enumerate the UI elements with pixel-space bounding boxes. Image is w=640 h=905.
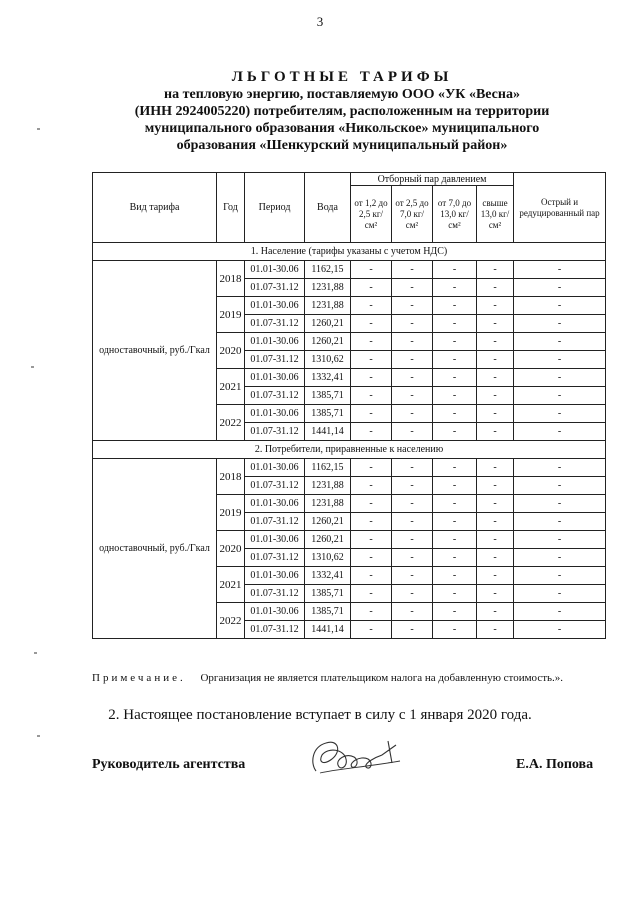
year-cell: 2020	[217, 333, 245, 369]
period-cell: 01.01-30.06	[245, 333, 305, 351]
empty-dash-cell: -	[477, 477, 514, 495]
empty-dash-cell: -	[433, 369, 477, 387]
tariff-type-cell: одноставочный, руб./Гкал	[93, 261, 217, 441]
empty-dash-cell: -	[514, 261, 606, 279]
empty-dash-cell: -	[477, 297, 514, 315]
empty-dash-cell: -	[433, 477, 477, 495]
empty-dash-cell: -	[351, 495, 392, 513]
tariff-body	[93, 243, 606, 639]
empty-dash-cell: -	[477, 459, 514, 477]
empty-dash-cell: -	[392, 459, 433, 477]
empty-dash-cell: -	[433, 459, 477, 477]
tariff-type-cell: одноставочный, руб./Гкал	[93, 459, 217, 639]
water-tariff-cell: 1385,71	[305, 585, 351, 603]
margin-mark	[37, 128, 40, 130]
empty-dash-cell: -	[351, 423, 392, 441]
handwritten-signature	[296, 733, 416, 781]
water-tariff-cell: 1385,71	[305, 387, 351, 405]
empty-dash-cell: -	[514, 423, 606, 441]
empty-dash-cell: -	[514, 297, 606, 315]
empty-dash-cell: -	[477, 405, 514, 423]
title-line: (ИНН 2924005220) потребителям, расположенным на территории	[134, 104, 550, 119]
header-water: Вода	[305, 173, 351, 243]
empty-dash-cell: -	[351, 585, 392, 603]
empty-dash-cell: -	[392, 513, 433, 531]
empty-dash-cell: -	[351, 279, 392, 297]
note	[92, 672, 612, 684]
period-cell: 01.07-31.12	[245, 423, 305, 441]
empty-dash-cell: -	[433, 351, 477, 369]
empty-dash-cell: -	[392, 279, 433, 297]
water-tariff-cell: 1441,14	[305, 621, 351, 639]
empty-dash-cell: -	[351, 333, 392, 351]
water-tariff-cell: 1332,41	[305, 567, 351, 585]
header-steam-3: от 7,0 до 13,0 кг/см²	[433, 186, 477, 243]
period-cell: 01.01-30.06	[245, 495, 305, 513]
empty-dash-cell: -	[351, 351, 392, 369]
period-cell: 01.01-30.06	[245, 603, 305, 621]
empty-dash-cell: -	[392, 315, 433, 333]
header-year: Год	[217, 173, 245, 243]
period-cell: 01.01-30.06	[245, 567, 305, 585]
year-cell: 2018	[217, 459, 245, 495]
margin-mark	[31, 366, 34, 368]
empty-dash-cell: -	[477, 279, 514, 297]
empty-dash-cell: -	[477, 549, 514, 567]
empty-dash-cell: -	[514, 279, 606, 297]
header-steam-1: от 1,2 до 2,5 кг/см²	[351, 186, 392, 243]
empty-dash-cell: -	[392, 261, 433, 279]
section-row	[93, 243, 606, 261]
period-cell: 01.07-31.12	[245, 549, 305, 567]
empty-dash-cell: -	[433, 531, 477, 549]
empty-dash-cell: -	[351, 369, 392, 387]
period-cell: 01.07-31.12	[245, 315, 305, 333]
water-tariff-cell: 1260,21	[305, 531, 351, 549]
empty-dash-cell: -	[433, 315, 477, 333]
empty-dash-cell: -	[351, 531, 392, 549]
water-tariff-cell: 1162,15	[305, 459, 351, 477]
empty-dash-cell: -	[351, 297, 392, 315]
title-line: на тепловую энергию, поставляемую ООО «УК «Весна»	[164, 87, 520, 102]
header-sharp-steam: Острый и редуцированный пар	[514, 173, 606, 243]
empty-dash-cell: -	[514, 405, 606, 423]
empty-dash-cell: -	[433, 549, 477, 567]
empty-dash-cell: -	[477, 387, 514, 405]
empty-dash-cell: -	[351, 261, 392, 279]
empty-dash-cell: -	[351, 387, 392, 405]
empty-dash-cell: -	[433, 279, 477, 297]
paragraph-2: 2. Настоящее постановление вступает в силу с 1 января 2020 года.	[108, 707, 532, 723]
period-cell: 01.01-30.06	[245, 297, 305, 315]
empty-dash-cell: -	[514, 513, 606, 531]
page-number: 3	[316, 14, 324, 29]
empty-dash-cell: -	[433, 387, 477, 405]
note-text: Организация не является плательщиком налога на добавленную стоимость.».	[200, 672, 564, 684]
table-row	[93, 459, 606, 477]
period-cell: 01.01-30.06	[245, 459, 305, 477]
empty-dash-cell: -	[392, 333, 433, 351]
water-tariff-cell: 1231,88	[305, 495, 351, 513]
period-cell: 01.07-31.12	[245, 477, 305, 495]
signatory-position: Руководитель агентства	[92, 757, 246, 772]
empty-dash-cell: -	[351, 513, 392, 531]
empty-dash-cell: -	[477, 423, 514, 441]
water-tariff-cell: 1162,15	[305, 261, 351, 279]
period-cell: 01.07-31.12	[245, 279, 305, 297]
empty-dash-cell: -	[433, 495, 477, 513]
water-tariff-cell: 1231,88	[305, 279, 351, 297]
empty-dash-cell: -	[351, 459, 392, 477]
header-steam-2: от 2,5 до 7,0 кг/см²	[392, 186, 433, 243]
margin-mark	[37, 735, 40, 737]
empty-dash-cell: -	[392, 297, 433, 315]
empty-dash-cell: -	[514, 531, 606, 549]
water-tariff-cell: 1260,21	[305, 315, 351, 333]
empty-dash-cell: -	[392, 603, 433, 621]
empty-dash-cell: -	[392, 495, 433, 513]
empty-dash-cell: -	[433, 261, 477, 279]
empty-dash-cell: -	[392, 405, 433, 423]
section-title: 1. Население (тарифы указаны с учетом НДС)	[93, 243, 606, 261]
section-row	[93, 441, 606, 459]
empty-dash-cell: -	[514, 387, 606, 405]
period-cell: 01.01-30.06	[245, 531, 305, 549]
period-cell: 01.07-31.12	[245, 387, 305, 405]
empty-dash-cell: -	[514, 459, 606, 477]
year-cell: 2020	[217, 531, 245, 567]
title-line: муниципального образования «Никольское» муниципального	[144, 121, 540, 136]
empty-dash-cell: -	[477, 585, 514, 603]
water-tariff-cell: 1310,62	[305, 351, 351, 369]
empty-dash-cell: -	[514, 603, 606, 621]
empty-dash-cell: -	[392, 549, 433, 567]
empty-dash-cell: -	[514, 567, 606, 585]
year-cell: 2018	[217, 261, 245, 297]
period-cell: 01.01-30.06	[245, 405, 305, 423]
empty-dash-cell: -	[477, 351, 514, 369]
water-tariff-cell: 1260,21	[305, 513, 351, 531]
note-label: Примечание.	[92, 672, 186, 684]
empty-dash-cell: -	[433, 297, 477, 315]
header-steam-4: свыше 13,0 кг/см²	[477, 186, 514, 243]
document-title	[92, 68, 592, 154]
year-cell: 2019	[217, 495, 245, 531]
empty-dash-cell: -	[477, 495, 514, 513]
empty-dash-cell: -	[392, 567, 433, 585]
empty-dash-cell: -	[514, 333, 606, 351]
empty-dash-cell: -	[477, 369, 514, 387]
period-cell: 01.07-31.12	[245, 513, 305, 531]
empty-dash-cell: -	[351, 549, 392, 567]
empty-dash-cell: -	[477, 513, 514, 531]
empty-dash-cell: -	[477, 621, 514, 639]
empty-dash-cell: -	[392, 621, 433, 639]
year-cell: 2019	[217, 297, 245, 333]
empty-dash-cell: -	[392, 423, 433, 441]
period-cell: 01.01-30.06	[245, 369, 305, 387]
empty-dash-cell: -	[514, 585, 606, 603]
empty-dash-cell: -	[477, 315, 514, 333]
year-cell: 2022	[217, 405, 245, 441]
empty-dash-cell: -	[477, 567, 514, 585]
empty-dash-cell: -	[392, 585, 433, 603]
empty-dash-cell: -	[351, 315, 392, 333]
empty-dash-cell: -	[433, 405, 477, 423]
empty-dash-cell: -	[477, 531, 514, 549]
empty-dash-cell: -	[433, 603, 477, 621]
tariff-table	[92, 172, 606, 639]
year-cell: 2021	[217, 369, 245, 405]
water-tariff-cell: 1332,41	[305, 369, 351, 387]
empty-dash-cell: -	[433, 513, 477, 531]
empty-dash-cell: -	[351, 621, 392, 639]
empty-dash-cell: -	[477, 261, 514, 279]
header-steam-group: Отборный пар давлением	[351, 173, 514, 186]
empty-dash-cell: -	[392, 477, 433, 495]
period-cell: 01.07-31.12	[245, 585, 305, 603]
empty-dash-cell: -	[477, 603, 514, 621]
empty-dash-cell: -	[514, 621, 606, 639]
empty-dash-cell: -	[351, 567, 392, 585]
empty-dash-cell: -	[351, 405, 392, 423]
empty-dash-cell: -	[514, 369, 606, 387]
empty-dash-cell: -	[433, 621, 477, 639]
table-row	[93, 261, 606, 279]
empty-dash-cell: -	[392, 351, 433, 369]
period-cell: 01.07-31.12	[245, 351, 305, 369]
water-tariff-cell: 1385,71	[305, 603, 351, 621]
header-type: Вид тарифа	[93, 173, 217, 243]
empty-dash-cell: -	[514, 477, 606, 495]
period-cell: 01.07-31.12	[245, 621, 305, 639]
empty-dash-cell: -	[477, 333, 514, 351]
title-main: ЛЬГОТНЫЕ ТАРИФЫ	[231, 69, 453, 85]
empty-dash-cell: -	[392, 387, 433, 405]
empty-dash-cell: -	[514, 495, 606, 513]
signatory-name: Е.А. Попова	[516, 757, 594, 772]
empty-dash-cell: -	[433, 423, 477, 441]
margin-mark	[34, 652, 37, 654]
year-cell: 2021	[217, 567, 245, 603]
empty-dash-cell: -	[433, 567, 477, 585]
water-tariff-cell: 1385,71	[305, 405, 351, 423]
empty-dash-cell: -	[351, 477, 392, 495]
empty-dash-cell: -	[433, 333, 477, 351]
title-line: образования «Шенкурский муниципальный район»	[176, 138, 508, 153]
empty-dash-cell: -	[433, 585, 477, 603]
section-title: 2. Потребители, приравненные к населению	[93, 441, 606, 459]
water-tariff-cell: 1260,21	[305, 333, 351, 351]
empty-dash-cell: -	[392, 531, 433, 549]
year-cell: 2022	[217, 603, 245, 639]
period-cell: 01.01-30.06	[245, 261, 305, 279]
water-tariff-cell: 1231,88	[305, 297, 351, 315]
empty-dash-cell: -	[392, 369, 433, 387]
header-period: Период	[245, 173, 305, 243]
water-tariff-cell: 1441,14	[305, 423, 351, 441]
water-tariff-cell: 1231,88	[305, 477, 351, 495]
empty-dash-cell: -	[514, 351, 606, 369]
empty-dash-cell: -	[351, 603, 392, 621]
empty-dash-cell: -	[514, 315, 606, 333]
water-tariff-cell: 1310,62	[305, 549, 351, 567]
empty-dash-cell: -	[514, 549, 606, 567]
